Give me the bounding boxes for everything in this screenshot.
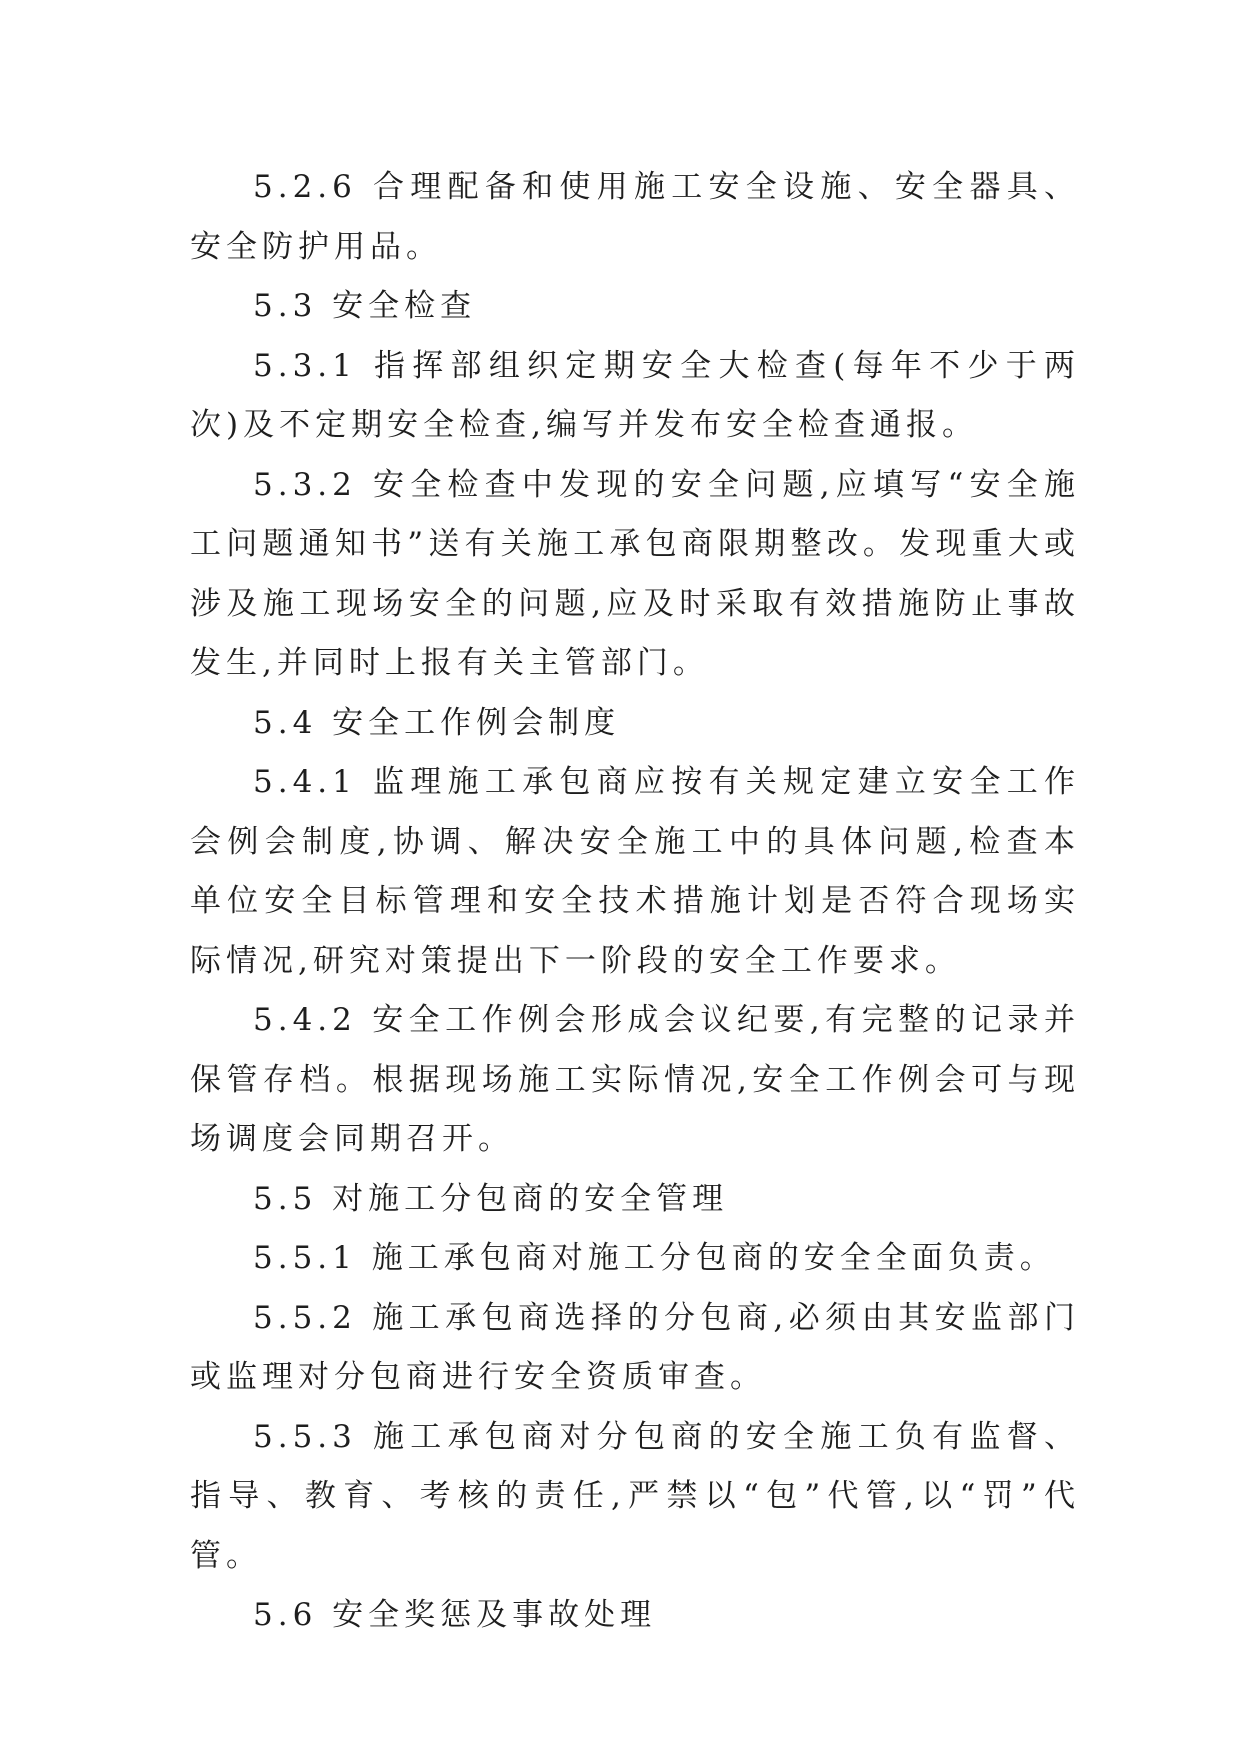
paragraph-5-5-1: 5.5.1 施工承包商对施工分包商的安全全面负责。: [253, 1240, 1056, 1276]
heading-5-4: 5.4 安全工作例会制度: [253, 704, 621, 741]
heading-5-3: 5.3 安全检查: [253, 288, 477, 324]
paragraph-5-2-6: 5.2.6 合理配备和使用施工安全设施、安全器具、安全防护用品。: [190, 169, 1080, 265]
paragraph-5-4-2: 5.4.2 安全工作例会形成会议纪要,有完整的记录并保管存档。根据现场施工实际情况,安全工作例会可与现场调度会同期召开。: [190, 1002, 1080, 1157]
paragraph-5-3-1: 5.3.1 指挥部组织定期安全大检查(每年不少于两次)及不定期安全检查,编写并发布安全检查通报。: [190, 347, 1080, 443]
document-body: [190, 158, 1080, 1646]
heading-5-5: 5.5 对施工分包商的安全管理: [253, 1180, 729, 1217]
paragraph-5-5-3: 5.5.3 施工承包商对分包商的安全施工负有监督、指导、教育、考核的责任,严禁以“包”代管,以“罚”代管。: [190, 1418, 1080, 1574]
paragraph-5-5-2: 5.5.2 施工承包商选择的分包商,必须由其安监部门或监理对分包商进行安全资质审查。: [190, 1299, 1080, 1395]
heading-5-6: 5.6 安全奖惩及事故处理: [253, 1597, 657, 1633]
paragraph-5-4-1: 5.4.1 监理施工承包商应按有关规定建立安全工作会例会制度,协调、解决安全施工中的具体问题,检查本单位安全目标管理和安全技术措施计划是否符合现场实际情况,研究对策提出下一阶段的安全工作要求。: [190, 764, 1080, 979]
paragraph-5-3-2: 5.3.2 安全检查中发现的安全问题,应填写“安全施工问题通知书”送有关施工承包商限期整改。发现重大或涉及施工现场安全的问题,应及时采取有效措施防止事故发生,并同时上报有关主管部门。: [190, 466, 1080, 681]
